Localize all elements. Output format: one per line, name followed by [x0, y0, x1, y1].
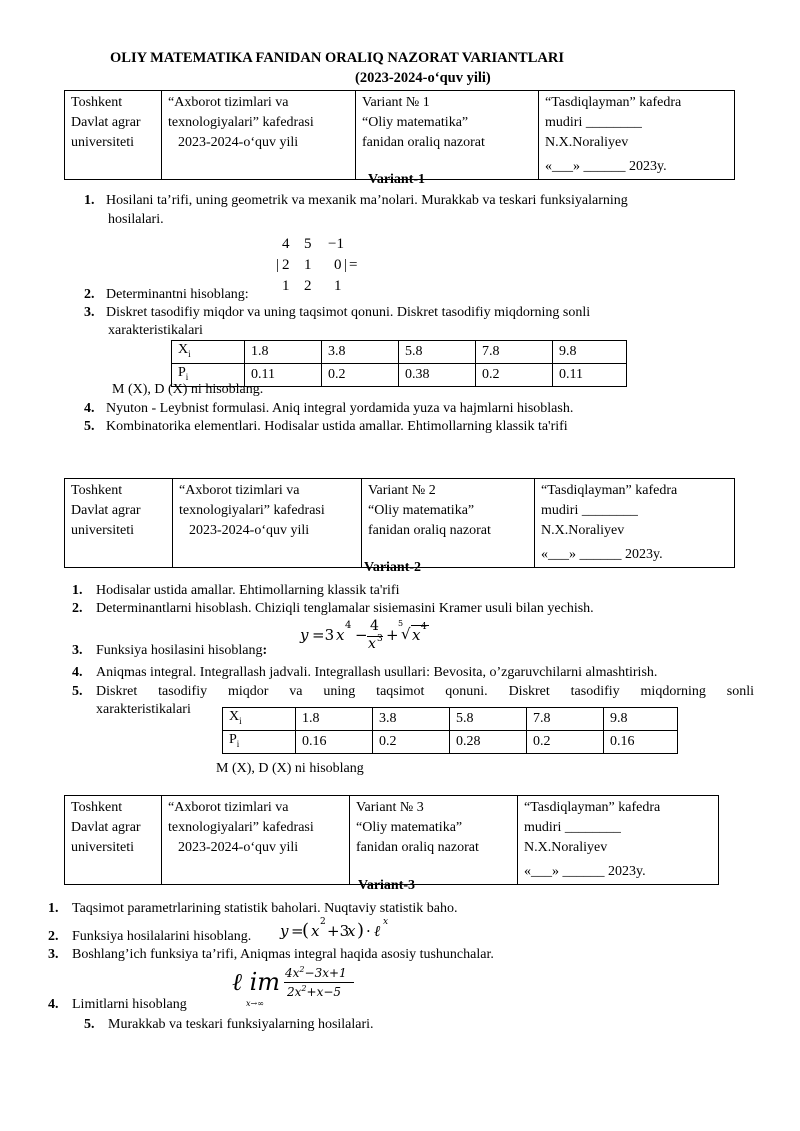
- v2-question-5-after: M (X), D (X) ni hisoblang: [216, 761, 364, 776]
- v1-determinant: 4 5 −1 | 2 1 0 | = 1 2 1: [276, 236, 358, 294]
- v3-question-3: 3. Boshlang’ich funksiya ta’rifi, Aniqmas integral haqida asosiy tushunchalar.: [48, 947, 494, 962]
- v1-question-4: 4. Nyuton - Leybnist formulasi. Aniq integral yordamida yuza va hajmlarni hisoblash.: [84, 401, 574, 416]
- table-row: $P_i$ 0.16 0.2 0.28 0.2 0.16: [223, 730, 678, 753]
- v3-question-2: 2. Funksiya hosilalarini hisoblang.: [48, 929, 252, 944]
- v2-question-1: 1. Hodisalar ustida amallar. Ehtimollarning klassik ta'rifi: [72, 583, 400, 598]
- university-cell: Toshkent Davlat agrar universiteti: [65, 479, 173, 568]
- v2-question-2: 2. Determinantlarni hisoblash. Chiziqli tenglamalar sisiemasini Kramer usuli bilan yechish.: [72, 601, 594, 616]
- table-row: $P_i$ 0.11 0.2 0.38 0.2 0.11: [172, 363, 627, 386]
- university-cell: Toshkent Davlat agrar universiteti: [65, 91, 162, 180]
- v3-question-5: 5. Murakkab va teskari funksiyalarning hosilalari.: [84, 1017, 374, 1032]
- table-row: $X_i$ 1.8 3.8 5.8 7.8 9.8: [172, 341, 627, 364]
- variant-2-header-table: [64, 478, 735, 568]
- v2-question-3: 3. Funksiya hosilasini hisoblang:: [72, 643, 268, 658]
- v2-distribution-table: [222, 707, 678, 754]
- v1-question-1-cont: hosilalari.: [108, 212, 164, 227]
- v3-formula-derivative: y = ( x 2 +3 x ) · ℓ x: [280, 917, 389, 941]
- approval-cell: “Tasdiqlayman” kafedra mudiri ________ N.X.Noraliyev «___» ______ 2023y.: [539, 91, 735, 180]
- variant-3-heading: Variant-3: [358, 878, 416, 893]
- variant-1-heading: Variant-1: [368, 172, 426, 187]
- v1-distribution-table: [171, 340, 627, 387]
- subject-cell: Variant № 3 “Oliy matematika” fanidan oraliq nazorat: [350, 796, 518, 885]
- v3-formula-limit: ℓ im x→∞ $4x^2-3x+1$ $2x^2+x-5$: [232, 966, 362, 1012]
- document-title: OLIY MATEMATIKA FANIDAN ORALIQ NAZORAT VARIANTLARI: [110, 50, 564, 66]
- variant-2-heading: Variant-2: [364, 560, 422, 575]
- variant-3-header-table: [64, 795, 719, 885]
- department-cell: “Axborot tizimlari va texnologiyalari” kafedrasi 2023-2024-o‘quv yili: [162, 796, 350, 885]
- v2-question-5-text: Diskret tasodifiy miqdor va uning taqsimot qonuni. Diskret tasodifiy miqdorning sonli: [96, 684, 754, 699]
- v3-question-4: 4. Limitlarni hisoblang: [48, 997, 187, 1012]
- v1-question-5: 5. Kombinatorika elementlari. Hodisalar ustida amallar. Ehtimollarning klassik ta'rifi: [84, 419, 568, 434]
- v2-question-5: 5.: [72, 684, 83, 699]
- v2-question-5-cont: xarakteristikalari: [96, 702, 191, 717]
- v1-question-3-after: M (X), D (X) ni hisoblang.: [112, 382, 264, 397]
- v1-question-2: 2. Determinantni hisoblang:: [84, 287, 249, 302]
- subject-cell: Variant № 2 “Oliy matematika” fanidan oraliq nazorat: [362, 479, 535, 568]
- v2-formula: y =3 x 4 − 4 x 3 + 5 √ x 4: [300, 620, 450, 650]
- department-cell: “Axborot tizimlari va texnologiyalari” kafedrasi 2023-2024-o‘quv yili: [162, 91, 356, 180]
- v2-question-4: 4. Aniqmas integral. Integrallash jadvali. Integrallash usullari: Bevosita, o’zgaruvchilarni almashtirish.: [72, 665, 658, 680]
- v1-question-1: 1. Hosilani ta’rifi, uning geometrik va mexanik ma’nolari. Murakkab va teskari funksiyalarning: [84, 193, 628, 208]
- v1-question-3-cont: xarakteristikalari: [108, 323, 203, 338]
- v3-question-1: 1. Taqsimot parametrlarining statistik baholari. Nuqtaviy statistik baho.: [48, 901, 458, 916]
- subject-cell: Variant № 1 “Oliy matematika” fanidan oraliq nazorat: [356, 91, 539, 180]
- document-subtitle: (2023-2024-o‘quv yili): [355, 70, 491, 86]
- v1-question-3: 3. Diskret tasodifiy miqdor va uning taqsimot qonuni. Diskret tasodifiy miqdorning sonli: [84, 305, 591, 320]
- department-cell: “Axborot tizimlari va texnologiyalari” kafedrasi 2023-2024-o‘quv yili: [173, 479, 362, 568]
- variant-1-header-table: [64, 90, 735, 180]
- approval-cell: “Tasdiqlayman” kafedra mudiri ________ N.X.Noraliyev «___» ______ 2023y.: [535, 479, 735, 568]
- university-cell: Toshkent Davlat agrar universiteti: [65, 796, 162, 885]
- table-row: $X_i$ 1.8 3.8 5.8 7.8 9.8: [223, 708, 678, 731]
- approval-cell: “Tasdiqlayman” kafedra mudiri ________ N.X.Noraliyev «___» ______ 2023y.: [518, 796, 719, 885]
